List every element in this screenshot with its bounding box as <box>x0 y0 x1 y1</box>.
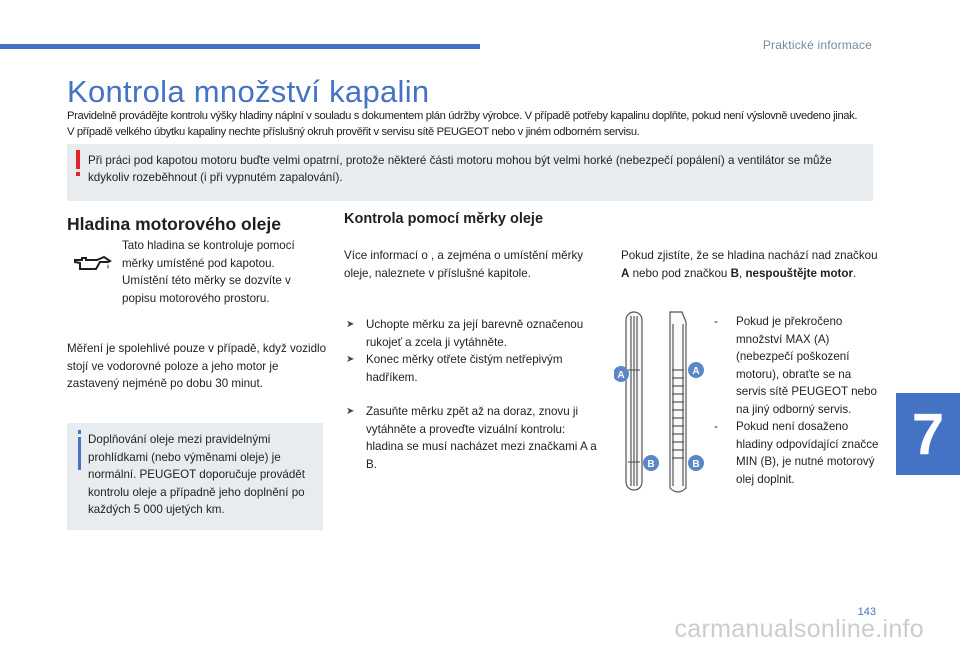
step-text: Uchopte měrku za její barevně označenou rukojeť a zcela ji vytáhněte. <box>366 318 584 349</box>
step-text: Zasuňte měrku zpět až na doraz, znovu ji vytáhněte a proveďte vizuální kontrolu: hladina se musí nacházet mezi značkami A a B. <box>366 405 597 471</box>
mark-b-label: B <box>730 266 739 280</box>
measurement-note: Měření je spolehlivé pouze v případě, když vozidlo stojí ve vodorovné poloze a jeho motor je zastavený nejméně po dobu 30 minut. <box>67 342 327 390</box>
page-number: 143 <box>857 606 876 618</box>
step-text: Konec měrky otřete čistým netřepivým hadříkem. <box>366 353 563 384</box>
marker-b-left <box>643 455 659 471</box>
step-item <box>344 351 599 386</box>
level-warning: Pokud zjistíte, že se hladina nachází nad značkou A nebo pod značkou B, nespouštějte motor. <box>621 249 878 280</box>
info-mark-icon <box>78 430 81 470</box>
svg-text:A: A <box>692 366 700 377</box>
watermark: carmanualsonline.info <box>674 615 924 643</box>
step-bullet-icon: ➤ <box>346 354 355 365</box>
svg-text:B: B <box>692 459 700 470</box>
step-item <box>344 316 599 351</box>
intro-line-1: Pravidelně provádějte kontrolu výšky hladiny náplní v souladu s dokumentem plán údržby výrobce. V případě potřeby kapalinu doplňte, pokud není výslovně uvedeno jinak. <box>67 110 858 122</box>
step-bullet-icon: ➤ <box>346 319 355 330</box>
step-bullet-icon: ➤ <box>346 406 355 417</box>
svg-text:B: B <box>647 459 655 470</box>
warning-mark-icon <box>76 150 80 176</box>
condition-text: Pokud je překročeno množství MAX (A) (nebezpečí poškození motoru), obraťte se na servis sítě PEUGEOT nebo na jiný odborný servis. <box>736 315 877 416</box>
dipstick-left <box>626 312 642 490</box>
marker-a-right <box>688 362 704 378</box>
oil-level-heading: Hladina motorového oleje <box>67 214 281 234</box>
svg-text:A: A <box>617 370 625 381</box>
top-accent-bar <box>0 44 480 49</box>
level-warning-mid: nebo pod značkou <box>632 266 728 280</box>
level-warning-bold: nespouštějte motor <box>745 266 854 280</box>
dipstick-steps <box>344 316 599 473</box>
level-warning-lead: Pokud zjistíte, že se hladina nachází nad značkou <box>621 249 878 262</box>
warning-text: Při práci pod kapotou motoru buďte velmi opatrní, protože některé části motoru mohou být velmi horké (nebezpečí popálení) a ventilátor se může kdykoliv rozeběhnout (i při vypnutém zapalování). <box>88 154 832 184</box>
dipstick-intro: Více informací o , a zejména o umístění měrky oleje, naleznete v příslušné kapitole. <box>344 249 584 280</box>
dash-bullet: - <box>714 420 718 433</box>
dash-bullet: - <box>714 315 718 328</box>
mark-a-label: A <box>621 266 630 280</box>
section-label: Praktické informace <box>762 38 872 52</box>
info-text: Doplňování oleje mezi pravidelnými prohlídkami (nebo výměnami oleje) je normální. PEUGEOT doporučuje provádět kontrolu oleje a případně jeho doplnění po každých 5 000 ujetých km. <box>88 433 305 516</box>
dipstick-illustration <box>614 310 710 500</box>
condition-list <box>714 313 879 488</box>
oil-description: Tato hladina se kontroluje pomocí měrky umístěné pod kapotou. Umístění této měrky se dozvíte v popisu motorového prostoru. <box>122 239 295 305</box>
step-item <box>344 403 599 473</box>
condition-item <box>714 418 879 488</box>
condition-item <box>714 313 879 418</box>
condition-text: Pokud není dosaženo hladiny odpovídající značce MIN (B), je nutné motorový olej doplnit. <box>736 420 879 486</box>
oil-can-icon <box>72 251 112 277</box>
chapter-number: 7 <box>911 401 945 467</box>
marker-b-right <box>688 455 704 471</box>
intro-text <box>67 108 887 140</box>
dipstick-heading: Kontrola pomocí měrky oleje <box>344 211 544 227</box>
intro-line-2: V případě velkého úbytku kapaliny nechte příslušný okruh prověřit v servisu sítě PEUGEOT nebo v jiném odborném servisu. <box>67 126 640 138</box>
page-title: Kontrola množství kapalin <box>67 74 430 109</box>
